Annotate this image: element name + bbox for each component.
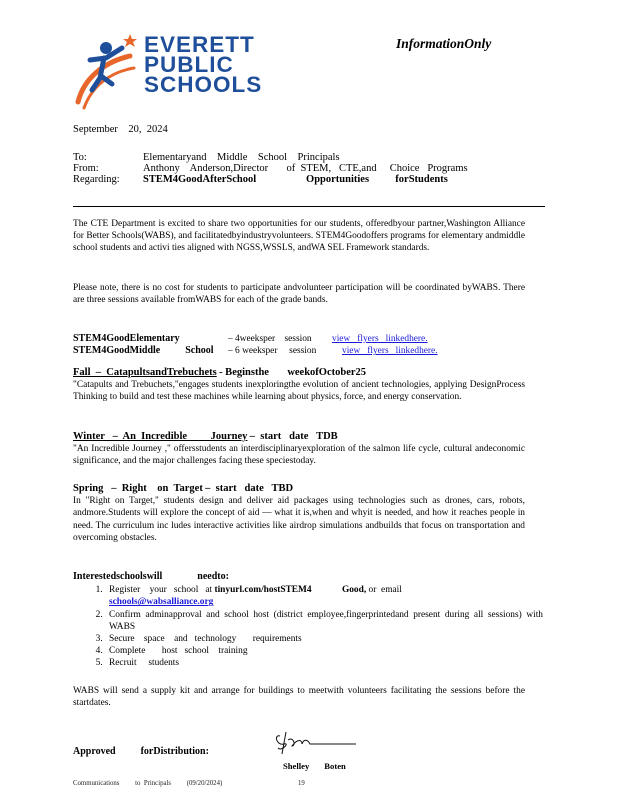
- fall-start: - Beginsthe weekofOctober25: [219, 367, 367, 378]
- spring-section: [73, 483, 525, 544]
- information-only-label: InformationOnly: [396, 36, 492, 51]
- list-item: 4. Complete host school training: [105, 645, 543, 657]
- spring-description: In "Right on Target," students design and deliver aid packages using technologies such as drones, cars, robots, andmore.Students will explore the concept of aid — what it is,when and whyit is needed, and how it reaches people in need. The curriculum inc ludes interactive activities like airdrop simulations andbuilds that focus on transportation and overcoming obstacles.: [73, 496, 525, 543]
- program-name: STEM4GoodMiddle School: [73, 345, 214, 357]
- winter-start: – start date TDB: [249, 431, 338, 442]
- intro-paragraph: The CTE Department is excited to share two opportunities for our students, offeredbyour partner,Washington Alliance for Better Schools(WABS), and facilitatedbyindustryvolunteers. STEM4Goodoffers programs for elementary andmiddle school students and activi ties aligned with NGSS,WSSLS, andWA SEL Framework standards.: [73, 219, 525, 254]
- district-logo: [70, 28, 263, 114]
- program-row-middle: [73, 345, 525, 357]
- fall-description: "Catapults and Trebuchets,"engages students inexploringthe evolution of ancient technologies, applying DesignProcess Thinking to build and test these machines while learning about physics, force, and energy conservation.: [73, 380, 525, 403]
- flyer-link-elementary[interactable]: view flyers linkedhere.: [332, 334, 428, 344]
- program-row-elementary: [73, 333, 525, 345]
- from-label: From:: [73, 163, 99, 175]
- email-link[interactable]: schools@wabsalliance.org: [109, 597, 214, 608]
- requirements-title: Interestedschoolswill needto:: [73, 571, 229, 582]
- list-item: 1. Register your school at tinyurl.com/hostSTEM4 Good, or email schools@wabsalliance.org: [105, 584, 543, 608]
- program-sessions: – 4weeksper session: [228, 334, 312, 344]
- list-item: 2. Confirm adminapproval and school host (district employee,fingerprintedand present during all sessions) with WABS: [105, 609, 543, 633]
- regarding-label: Regarding:: [73, 174, 120, 186]
- flyer-link-middle[interactable]: view flyers linkedhere.: [342, 346, 438, 357]
- footer-source: Communications: [73, 780, 120, 787]
- requirements-list: [73, 584, 543, 669]
- winter-section: [73, 431, 525, 468]
- winter-title: Winter – An Incredible Journey: [73, 431, 248, 442]
- fall-title: Fall – CatapultsandTrebuchets: [73, 367, 217, 378]
- footer-date: (09/20/2024): [186, 780, 223, 787]
- to-label: To:: [73, 152, 87, 163]
- footer-audience: to Principals: [135, 780, 172, 787]
- logo-figure-icon: [70, 28, 150, 114]
- page-footer: [73, 778, 319, 790]
- memo-date: September 20, 2024: [73, 124, 168, 135]
- requirements-section: [73, 571, 543, 670]
- program-list: [73, 333, 525, 357]
- wabs-paragraph: WABS will send a supply kit and arrange for buildings to meetwith volunteers facilitating the sessions before the startdates.: [73, 686, 525, 709]
- register-url[interactable]: tinyurl.com/hostSTEM4: [214, 585, 312, 596]
- spring-title: Spring – Right on Target: [73, 483, 203, 494]
- list-item: 5. Recruit students: [105, 657, 543, 669]
- winter-description: "An Incredible Journey ," offersstudents an interdisciplinaryexploration of the salmon life cycle, cultural andeconomic significance, and the major challenges facing these speciestoday.: [73, 444, 525, 467]
- fall-section: [73, 367, 525, 404]
- memo-header: [73, 152, 553, 186]
- program-name: STEM4GoodElementary: [73, 333, 180, 344]
- from-value: Anthony Anderson,Director of STEM, CTE,and Choice Programs: [143, 163, 468, 175]
- list-item: 3. Secure space and technology requirements: [105, 633, 543, 645]
- program-sessions: – 6 weeksper session: [228, 346, 317, 357]
- cost-paragraph: Please note, there is no cost for students to participate andvolunteer participation will be coordinated byWABS. There are three sessions available fromWABS for each of the grade bands.: [73, 283, 525, 306]
- to-value: Elementaryand Middle School Principals: [143, 152, 340, 163]
- spring-start: – start date TBD: [205, 483, 294, 494]
- header-divider: [73, 206, 545, 207]
- signature-icon: [272, 728, 362, 756]
- logo-wordmark: EVERETT PUBLIC SCHOOLS: [144, 32, 263, 97]
- page-number: 19: [297, 780, 305, 787]
- approved-label: Approved forDistribution:: [73, 746, 209, 757]
- regarding-value: STEM4GoodAfterSchool Opportunities forStudents: [143, 174, 448, 186]
- signer-name: Shelley Boten: [283, 761, 346, 771]
